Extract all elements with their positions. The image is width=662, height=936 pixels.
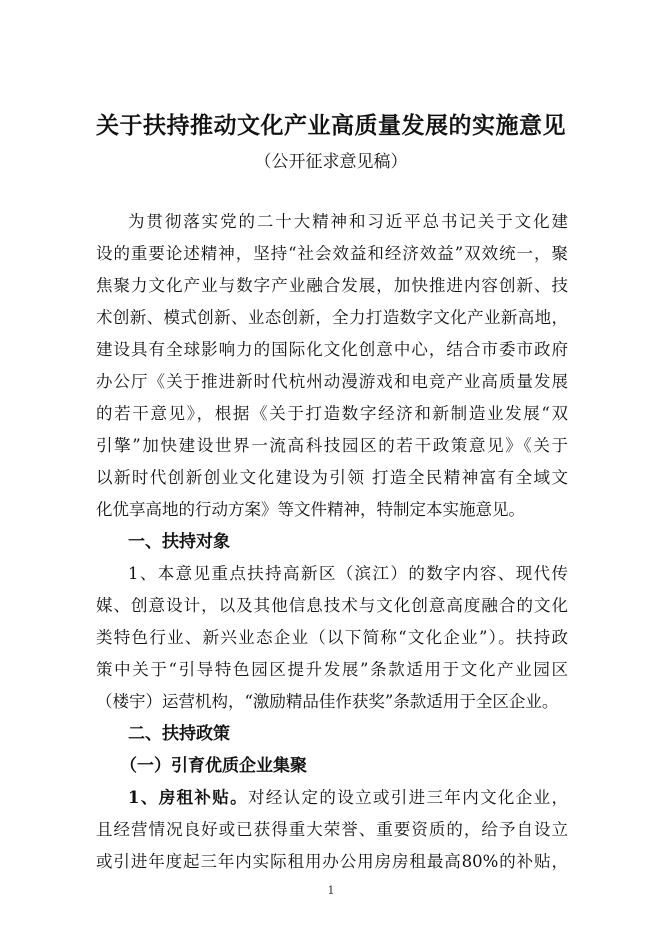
paragraph-line: 焦聚力文化产业与数字产业融合发展，加快推进内容创新、技 <box>96 276 568 295</box>
paragraph-line: 1、本意见重点扶持高新区（滨江）的数字内容、现代传 <box>128 564 568 583</box>
document-title: 关于扶持推动文化产业高质量发展的实施意见 <box>96 112 566 139</box>
paragraph-line <box>128 782 568 814</box>
page-number: 1 <box>327 884 335 897</box>
section-heading: 二、扶持政策 <box>128 724 230 744</box>
paragraph-line: 术创新、模式创新、业态创新，全力打造数字文化产业新高地， <box>96 308 568 327</box>
paragraph-line: 以新时代创新创业文化建设为引领 打造全民精神富有全域文 <box>96 468 568 487</box>
paragraph-line: 媒、创意设计，以及其他信息技术与文化创意高度融合的文化 <box>96 596 568 615</box>
paragraph-line: 为贯彻落实党的二十大精神和习近平总书记关于文化建 <box>128 212 568 231</box>
paragraph-line: （楼宇）运营机构，“激励精品佳作获奖”条款适用于全区企业。 <box>96 692 559 711</box>
paragraph-line: 办公厅《关于推进新时代杭州动漫游戏和电竞产业高质量发展 <box>96 372 568 391</box>
clause-lead: 1、房租补贴。 <box>128 788 248 807</box>
clause-text: 对经认定的设立或引进三年内文化企业， <box>247 788 569 807</box>
paragraph-line: 设的重要论述精神，坚持“社会效益和经济效益”双效统一，聚 <box>96 244 568 263</box>
paragraph-line: 策中关于“引导特色园区提升发展”条款适用于文化产业园区 <box>96 660 568 679</box>
paragraph-line: 或引进年度起三年内实际租用办公用房房租最高80%的补贴， <box>96 852 568 871</box>
paragraph-line: 引擎”加快建设世界一流高科技园区的若干政策意见》《关于 <box>96 436 568 455</box>
paragraph-line: 且经营情况良好或已获得重大荣誉、重要资质的，给予自设立 <box>96 820 568 839</box>
paragraph-line: 化优享高地的行动方案》等文件精神，特制定本实施意见。 <box>96 500 525 519</box>
section-heading: 一、扶持对象 <box>128 532 230 552</box>
paragraph-line: 的若干意见》，根据《关于打造数字经济和新制造业发展“双 <box>96 404 568 423</box>
paragraph-line: 类特色行业、新兴业态企业（以下简称“文化企业”）。扶持政 <box>96 628 568 647</box>
document-subtitle: （公开征求意见稿） <box>254 152 408 172</box>
subsection-heading: （一）引育优质企业集聚 <box>120 756 307 776</box>
paragraph-line: 建设具有全球影响力的国际化文化创意中心，结合市委市政府 <box>96 340 568 359</box>
